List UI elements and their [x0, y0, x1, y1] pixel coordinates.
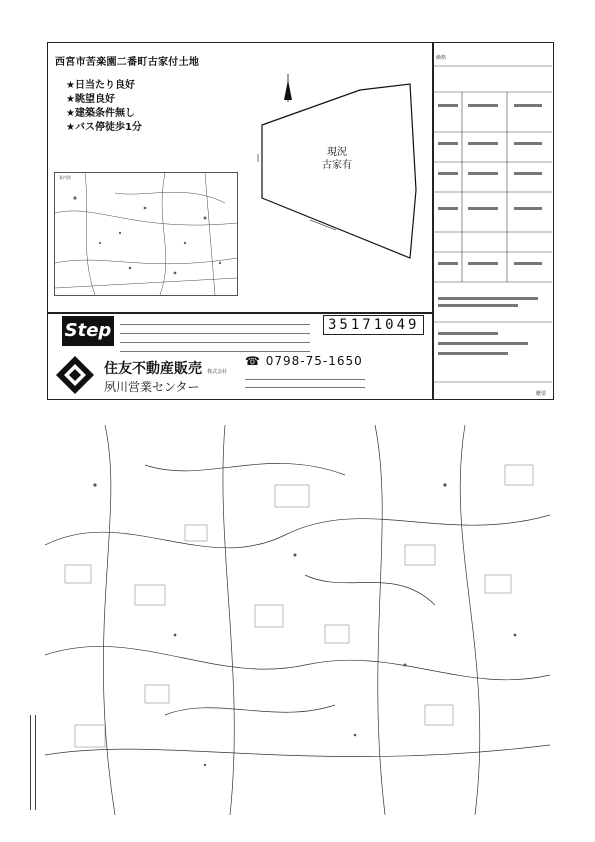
branch-name: 夙川営業センター: [104, 380, 200, 394]
guide-map-inset: [54, 172, 238, 296]
contact-lines: [245, 372, 365, 388]
area-map: [45, 425, 550, 815]
company-name: 住友不動産販売: [104, 361, 202, 377]
listing-title: 西宮市苦楽園二番町古家付土地: [55, 57, 200, 68]
details-footer-label: 概要: [536, 391, 547, 397]
agent-fine-print: [120, 316, 310, 352]
area-map-drawing: [45, 425, 550, 815]
guide-map-label: 案内図: [59, 175, 71, 180]
parcel-label: [322, 146, 352, 172]
company-name-row: [104, 358, 227, 378]
feature-item: ★バス停徒歩1分: [66, 122, 142, 133]
guide-map-drawing: [55, 173, 237, 295]
feature-item: ★眺望良好: [66, 94, 115, 105]
property-code: 35171049: [323, 315, 424, 335]
step-logo-text: Step: [64, 320, 112, 341]
company-suffix: 株式会社: [207, 369, 228, 375]
step-logo: [62, 316, 114, 346]
phone-number[interactable]: ☎ 0798-75-1650: [245, 354, 363, 368]
feature-item: ★日当たり良好: [66, 80, 135, 91]
price-label: 価格: [436, 55, 447, 61]
margin-ruler: [30, 715, 36, 810]
company-logo-icon: [54, 354, 96, 396]
feature-list: [66, 79, 142, 135]
feature-item: ★建築条件無し: [66, 108, 135, 119]
parcel-label-house: 古家有: [322, 160, 352, 171]
parcel-label-status: 現況: [327, 147, 347, 158]
details-table: [432, 42, 552, 398]
